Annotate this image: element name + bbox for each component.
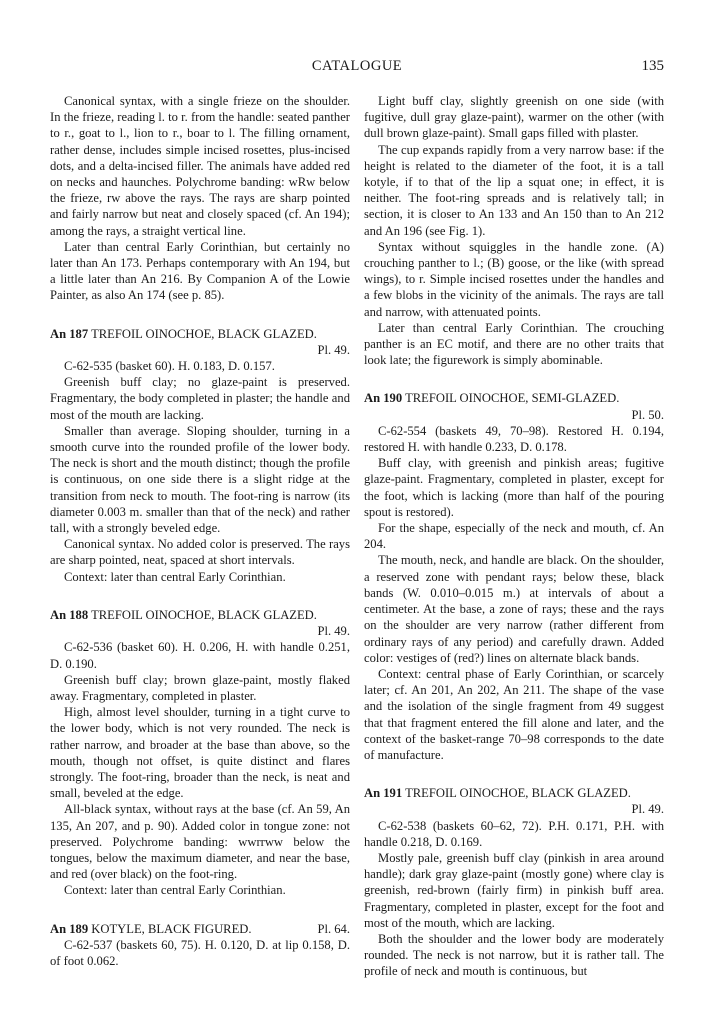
catalogue-entry-an189 (50, 921, 350, 970)
paragraph: C-62-554 (baskets 49, 70–98). Restored H. 0.194, restored H. with handle 0.233, D. 0.178. (364, 423, 664, 455)
paragraph: Canonical syntax. No added color is preserved. The rays are sharp pointed, neat, spaced at short intervals. (50, 537, 350, 568)
entry-heading (50, 326, 350, 358)
paragraph: C-62-537 (baskets 60, 75). H. 0.120, D. at lip 0.158, D. of foot 0.062. (50, 937, 350, 968)
entry-number: An 188 (50, 607, 89, 622)
paragraph: C-62-536 (basket 60). H. 0.206, H. with handle 0.251, D. 0.190. (50, 640, 350, 671)
paragraph: All-black syntax, without rays at the base (cf. An 59, An 135, An 207, and p. 90). Added color in tongue zone: not preserved. Polychrome banding: wwrrww below the tongues, below the maximum diameter, and near the base, and red (over black) on the foot-ring. (50, 802, 350, 882)
catalogue-entry-an187 (50, 326, 350, 585)
entry-heading (50, 607, 350, 639)
paragraph: Smaller than average. Sloping shoulder, turning in a smooth curve into the rounded profile of the lower body. The neck is short and the mouth distinct; though the profile is continuous, on one side there is a slight ridge at the transition from neck to mouth. The foot-ring is narrow (its diameter 0.003 m. smaller than that of the neck) and rather tall, with a strongly beveled edge. (50, 423, 350, 536)
paragraph: The cup expands rapidly from a very narrow base: if the height is related to the diameter of the foot, it is a tall kotyle, if to that of the lip a squat one; in effect, it is neither. The foot-ring spreads and is relatively tall; in section, it is closer to An 133 and An 150 than to An 212 and An 196 (see Fig. 1). (364, 142, 664, 238)
entry-title: KOTYLE, BLACK FIGURED. (91, 921, 252, 936)
entry-heading (364, 785, 664, 817)
paragraph: Later than central Early Corinthian. The crouching panther is an EC motif, and there are no other traits that look late; the figurework is simply abominable. (364, 320, 664, 368)
entry-heading (50, 921, 350, 937)
entry-title: TREFOIL OINOCHOE, BLACK GLAZED. (91, 326, 317, 341)
plate-reference: Pl. 64. (317, 921, 350, 936)
paragraph: Mostly pale, greenish buff clay (pinkish in area around handle); dark gray glaze-paint (mostly gone) where clay is greenish, red-brown (fairly firm) in pinkish buff area. Fragmentary, completed in plaster, except for the foot and most of the mouth, which are lacking. (364, 850, 664, 930)
paragraph: Greenish buff clay; no glaze-paint is preserved. Fragmentary, the body completed in plaster; the handle and most of the mouth are lacking. (50, 375, 350, 422)
catalogue-entry-an191 (364, 785, 664, 979)
entry-number: An 190 (364, 391, 403, 406)
paragraph: Canonical syntax, with a single frieze on the shoulder. In the frieze, reading l. to r. from the handle: seated panther to r., goat to l., lion to r., boar to l. The filling ornament, rather dense, includes simple incised rosettes, plus-incised dots, and a delta-incised filler. The animals have added red on necks and haunches. Polychrome banding: wRw below the frieze, rw above the rays. The rays are sharp pointed and fairly narrow but neat and closely spaced (cf. An 194); among the rays, a straight vertical line. (50, 94, 350, 238)
entry-number: An 187 (50, 326, 89, 341)
paragraph: Later than central Early Corinthian, but certainly no later than An 173. Perhaps contemporary with An 194, but a little later than An 216. By Companion A of the Lowie Painter, as also An 174 (see p. 85). (50, 239, 350, 303)
paragraph: High, almost level shoulder, turning in a tight curve to the lower body, which is not very rounded. The neck is rather narrow, and broader at the base than above, so the mouth, though not offset, is quite distinct and flares strongly. The foot-ring, broader than the neck, is neat and small, beveled at the edge. (50, 705, 350, 801)
page-header (50, 58, 664, 78)
plate-reference: Pl. 50. (631, 407, 664, 422)
paragraph: Light buff clay, slightly greenish on one side (with fugitive, dull gray glaze-paint), warmer on the other (with dull brown glaze-paint). Small gaps filled with plaster. (364, 94, 664, 141)
running-title: CATALOGUE (311, 58, 403, 74)
paragraph: Context: central phase of Early Corinthian, or scarcely later; cf. An 201, An 202, An 211. The shape of the vase and the isolation of the single fragment from 49 suggest that that fragment entered the fill alone and later, and the context of the basket-range 70–98 corresponds to the date of manufacture. (364, 666, 664, 762)
paragraph: Context: later than central Early Corinthian. (64, 883, 286, 898)
plate-reference: Pl. 49. (317, 342, 350, 357)
page-number: 135 (641, 58, 664, 74)
plate-reference: Pl. 49. (631, 802, 664, 817)
entry-title: TREFOIL OINOCHOE, BLACK GLAZED. (405, 786, 631, 801)
plate-reference: Pl. 49. (317, 624, 350, 639)
paragraph: Buff clay, with greenish and pinkish areas; fugitive glaze-paint. Fragmentary, completed in plaster, except for the foot, which is lacking (more than half of the pouring spout is restored). (364, 456, 664, 519)
paragraph: Context: later than central Early Corinthian. (64, 569, 286, 584)
entry-heading (364, 390, 664, 422)
entry-number: An 189 (50, 921, 89, 936)
paragraph: The mouth, neck, and handle are black. On the shoulder, a reserved zone with pendant rays; below these, black bands (W. 0.010–0.015 m.) at intervals of about a centimeter. At the base, a zone of rays; these and the rays on the shoulder are very narrow (rather different from ordinary rays of any period) and carefully drawn. Added color: vestiges of (red?) lines on alternate black bands. (364, 553, 664, 665)
left-column (50, 93, 350, 969)
entry-title: TREFOIL OINOCHOE, BLACK GLAZED. (91, 607, 317, 622)
paragraph: C-62-538 (baskets 60–62, 72). P.H. 0.171, P.H. with handle 0.218, D. 0.169. (364, 818, 664, 849)
entry-number: An 191 (364, 786, 403, 801)
paragraph: For the shape, especially of the neck and mouth, cf. An 204. (364, 521, 664, 552)
paragraph: Greenish buff clay; brown glaze-paint, mostly flaked away. Fragmentary, completed in plaster. (50, 672, 350, 703)
catalogue-entry-an190 (364, 390, 664, 763)
catalogue-entry-an188 (50, 607, 350, 899)
paragraph: C-62-535 (basket 60). H. 0.183, D. 0.157. (64, 359, 275, 374)
paragraph: Both the shoulder and the lower body are moderately rounded. The neck is not narrow, but it is rather tall. The profile of neck and mouth is continuous, but (364, 931, 664, 979)
entry-title: TREFOIL OINOCHOE, SEMI-GLAZED. (405, 391, 620, 406)
paragraph: Syntax without squiggles in the handle zone. (A) crouching panther to l.; (B) goose, or the like (with spread wings), to r. Simple incised rosettes under the handles and a few blobs in the vicinity of the animals. The rays are tall and narrow, with attenuated points. (364, 239, 664, 319)
right-column (364, 93, 664, 980)
